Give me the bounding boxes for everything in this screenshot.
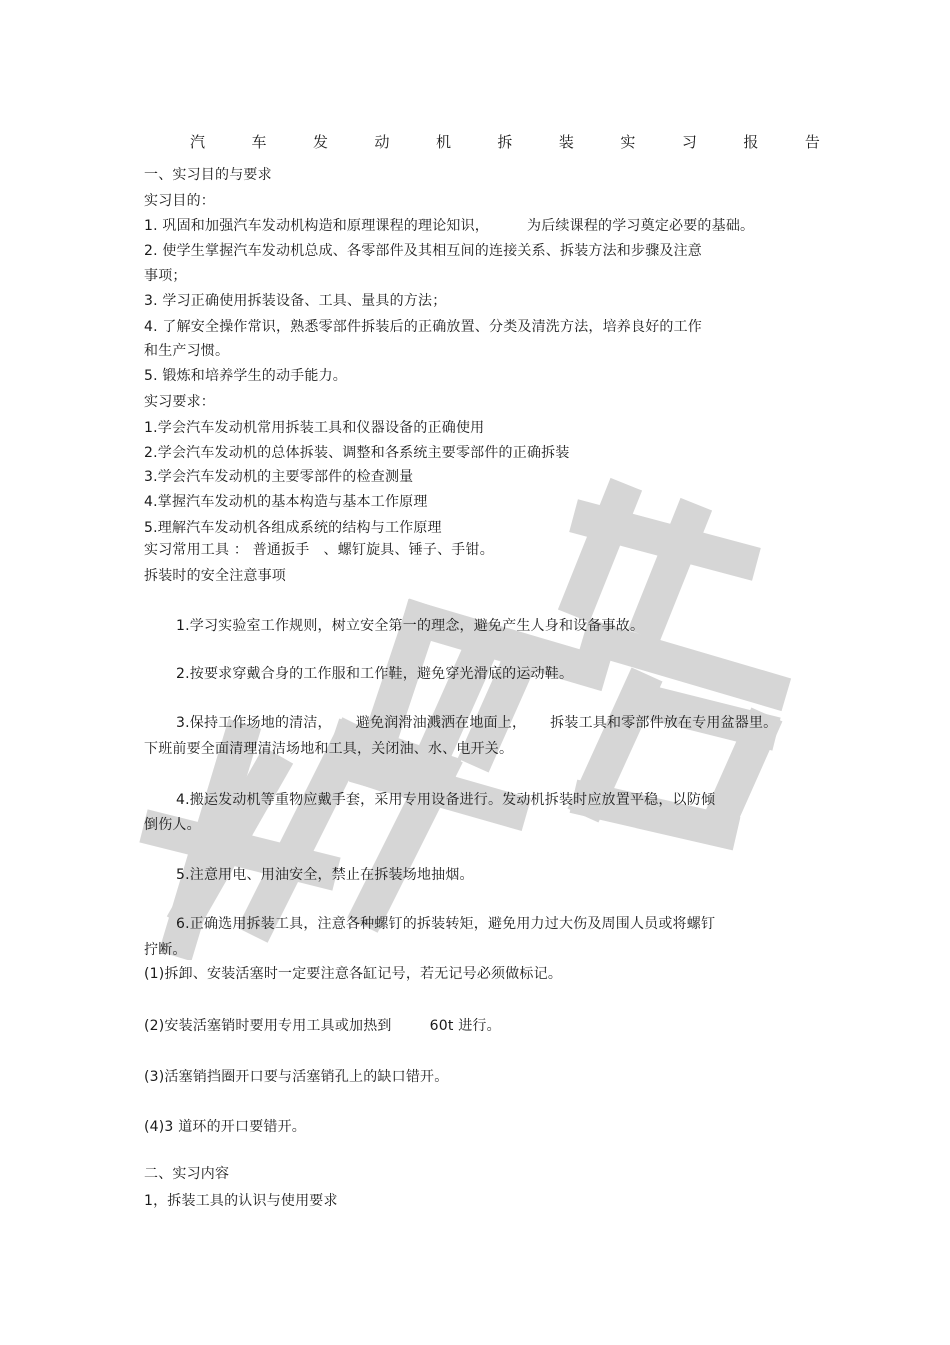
safety-item-text: 3.保持工作场地的清洁， xyxy=(176,715,332,731)
piston-item-text: (2)安装活塞销时要用专用工具或加热到 xyxy=(144,1018,392,1034)
tools-line-text: 实习常用工具 ： 普通扳手 xyxy=(144,542,310,558)
purpose-item: 3. 学习正确使用拆装设备、工具、量具的方法； xyxy=(144,293,447,309)
content-item: 1，拆装工具的认识与使用要求 xyxy=(144,1193,338,1209)
safety-item: 1.学习实验室工作规则，树立安全第一的理念，避免产生人身和设备事故。 xyxy=(176,618,645,634)
safety-item-text: 避免润滑油溅洒在地面上， xyxy=(355,715,527,731)
piston-item: (4)3 道环的开口要错开。 xyxy=(144,1119,306,1135)
safety-item xyxy=(176,713,777,733)
safety-item: 6.正确选用拆装工具，注意各种螺钉的拆装转矩，避免用力过大伤及周围人员或将螺钉 xyxy=(176,916,716,932)
tools-line-text: 、螺钉旋具、锤子、手钳。 xyxy=(323,542,494,558)
safety-item-cont: 下班前要全面清理清洁场地和工具，关闭油、水、电开关。 xyxy=(144,741,514,757)
title-char: 机 xyxy=(435,133,451,151)
tools-line xyxy=(144,540,494,560)
requirement-item: 1.学会汽车发动机常用拆装工具和仪器设备的正确使用 xyxy=(144,420,485,436)
purpose-item: 4. 了解安全操作常识，熟悉零部件拆装后的正确放置、分类及清洗方法，培养良好的工作 xyxy=(144,319,703,335)
title-char: 报 xyxy=(743,133,759,151)
piston-item: (3)活塞销挡圈开口要与活塞销孔上的缺口错开。 xyxy=(144,1069,449,1085)
title-char: 动 xyxy=(374,133,390,151)
safety-item: 2.按要求穿戴合身的工作服和工作鞋，避免穿光滑底的运动鞋。 xyxy=(176,666,574,682)
purpose-label: 实习目的： xyxy=(144,193,215,209)
safety-item: 4.搬运发动机等重物应戴手套，采用专用设备进行。发动机拆装时应放置平稳，以防倾 xyxy=(176,792,716,808)
safety-item-text: 拆装工具和零部件放在专用盆器里。 xyxy=(550,715,778,731)
piston-item-text: 60t 进行。 xyxy=(429,1018,501,1034)
requirement-label: 实习要求： xyxy=(144,394,215,410)
purpose-item: 5. 锻炼和培养学生的动手能力。 xyxy=(144,368,348,384)
safety-item-cont: 倒伤人。 xyxy=(144,817,201,833)
section-heading: 一、实习目的与要求 xyxy=(144,167,272,183)
title-char: 汽 xyxy=(190,133,206,151)
safety-item-cont: 拧断。 xyxy=(144,942,187,958)
title-char: 实 xyxy=(620,133,636,151)
section-heading: 二、实习内容 xyxy=(144,1166,230,1182)
requirement-item: 5.理解汽车发动机各组成系统的结构与工作原理 xyxy=(144,520,442,536)
title-char: 习 xyxy=(681,133,697,151)
safety-item: 5.注意用电、用油安全，禁止在拆装场地抽烟。 xyxy=(176,867,474,883)
purpose-item-text: 1. 巩固和加强汽车发动机构造和原理课程的理论知识， xyxy=(144,218,490,234)
requirement-item: 3.学会汽车发动机的主要零部件的检查测量 xyxy=(144,469,414,485)
piston-item: (1)拆卸、安装活塞时一定要注意各缸记号，若无记号必须做标记。 xyxy=(144,966,563,982)
title-char: 装 xyxy=(558,133,574,151)
piston-item xyxy=(144,1016,501,1036)
title-char: 拆 xyxy=(497,133,513,151)
title-char: 车 xyxy=(251,133,267,151)
purpose-item-text: 为后续课程的学习奠定必要的基础。 xyxy=(527,218,755,234)
title-char: 告 xyxy=(804,133,820,151)
title-char: 发 xyxy=(312,133,328,151)
purpose-item-cont: 和生产习惯。 xyxy=(144,343,230,359)
requirement-item: 4.掌握汽车发动机的基本构造与基本工作原理 xyxy=(144,494,428,510)
purpose-item: 2. 使学生掌握汽车发动机总成、各零部件及其相互间的连接关系、拆装方法和步骤及注意 xyxy=(144,243,703,259)
report-title xyxy=(190,131,820,152)
purpose-item-cont: 事项； xyxy=(144,268,187,284)
safety-heading: 拆装时的安全注意事项 xyxy=(144,568,286,584)
requirement-item: 2.学会汽车发动机的总体拆装、调整和各系统主要零部件的正确拆装 xyxy=(144,445,570,461)
purpose-item xyxy=(144,216,754,236)
